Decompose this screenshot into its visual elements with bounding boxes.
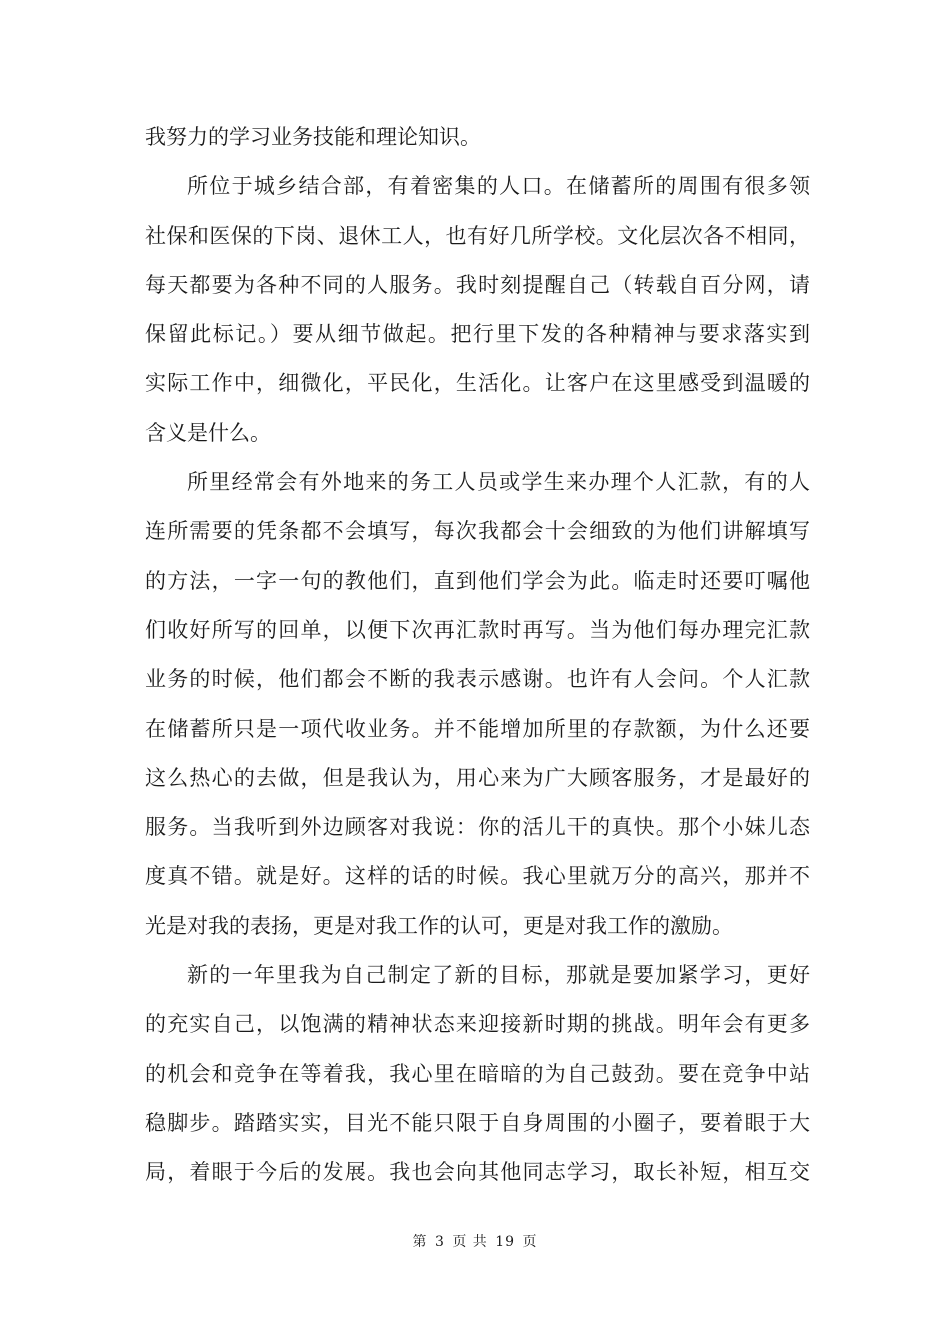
text-line: 每天都要为各种不同的人服务。我时刻提醒自己（转载自百分网，请 [145, 272, 810, 297]
text-line: 连所需要的凭条都不会填写，每次我都会十会细致的为他们讲解填写 [145, 519, 810, 544]
text-line: 稳脚步。踏踏实实，目光不能只限于自身周围的小圈子，要着眼于大 [145, 1110, 810, 1135]
text-line: 实际工作中，细微化，平民化，生活化。让客户在这里感受到温暖的 [145, 371, 810, 396]
paragraph [145, 113, 810, 162]
text-line: 含义是什么。 [145, 420, 271, 445]
page-footer [0, 1231, 950, 1251]
footer-page-number: 3 [434, 1234, 445, 1250]
text-line: 新的一年里我为自己制定了新的目标，那就是要加紧学习，更好 [187, 963, 810, 988]
footer-mid: 页 共 [452, 1234, 488, 1250]
footer-page-total: 19 [495, 1234, 516, 1250]
text-line: 我努力的学习业务技能和理论知识。 [145, 125, 481, 149]
text-line: 业务的时候，他们都会不断的我表示感谢。也许有人会问。个人汇款 [145, 667, 810, 692]
text-line: 这么热心的去做，但是我认为，用心来为广大顾客服务，才是最好的 [145, 765, 810, 790]
text-line: 所位于城乡结合部，有着密集的人口。在储蓄所的周围有很多领 [187, 174, 810, 199]
text-line: 的机会和竞争在等着我，我心里在暗暗的为自己鼓劲。要在竞争中站 [145, 1061, 810, 1086]
text-line: 服务。当我听到外边顾客对我说：你的活儿干的真快。那个小妹儿态 [145, 815, 810, 840]
text-line: 度真不错。就是好。这样的话的时候。我心里就万分的高兴，那并不 [145, 864, 810, 889]
text-line: 所里经常会有外地来的务工人员或学生来办理个人汇款，有的人 [187, 470, 810, 495]
text-line: 社保和医保的下岗、退休工人，也有好几所学校。文化层次各不相同， [145, 223, 810, 248]
paragraph [145, 162, 810, 458]
footer-prefix: 第 [412, 1234, 428, 1250]
document-body [145, 113, 810, 1198]
text-line: 保留此标记。）要从细节做起。把行里下发的各种精神与要求落实到 [145, 322, 810, 347]
paragraph [145, 951, 810, 1197]
text-line: 在储蓄所只是一项代收业务。并不能增加所里的存款额，为什么还要 [145, 716, 810, 741]
text-line: 的充实自己，以饱满的精神状态来迎接新时期的挑战。明年会有更多 [145, 1012, 810, 1037]
text-line: 的方法，一字一句的教他们，直到他们学会为此。临走时还要叮嘱他 [145, 568, 810, 593]
footer-suffix: 页 [522, 1234, 538, 1250]
paragraph [145, 458, 810, 951]
text-line: 局，着眼于今后的发展。我也会向其他同志学习，取长补短，相互交 [145, 1160, 810, 1185]
text-line: 光是对我的表扬，更是对我工作的认可，更是对我工作的激励。 [145, 913, 733, 938]
text-line: 们收好所写的回单，以便下次再汇款时再写。当为他们每办理完汇款 [145, 617, 810, 642]
